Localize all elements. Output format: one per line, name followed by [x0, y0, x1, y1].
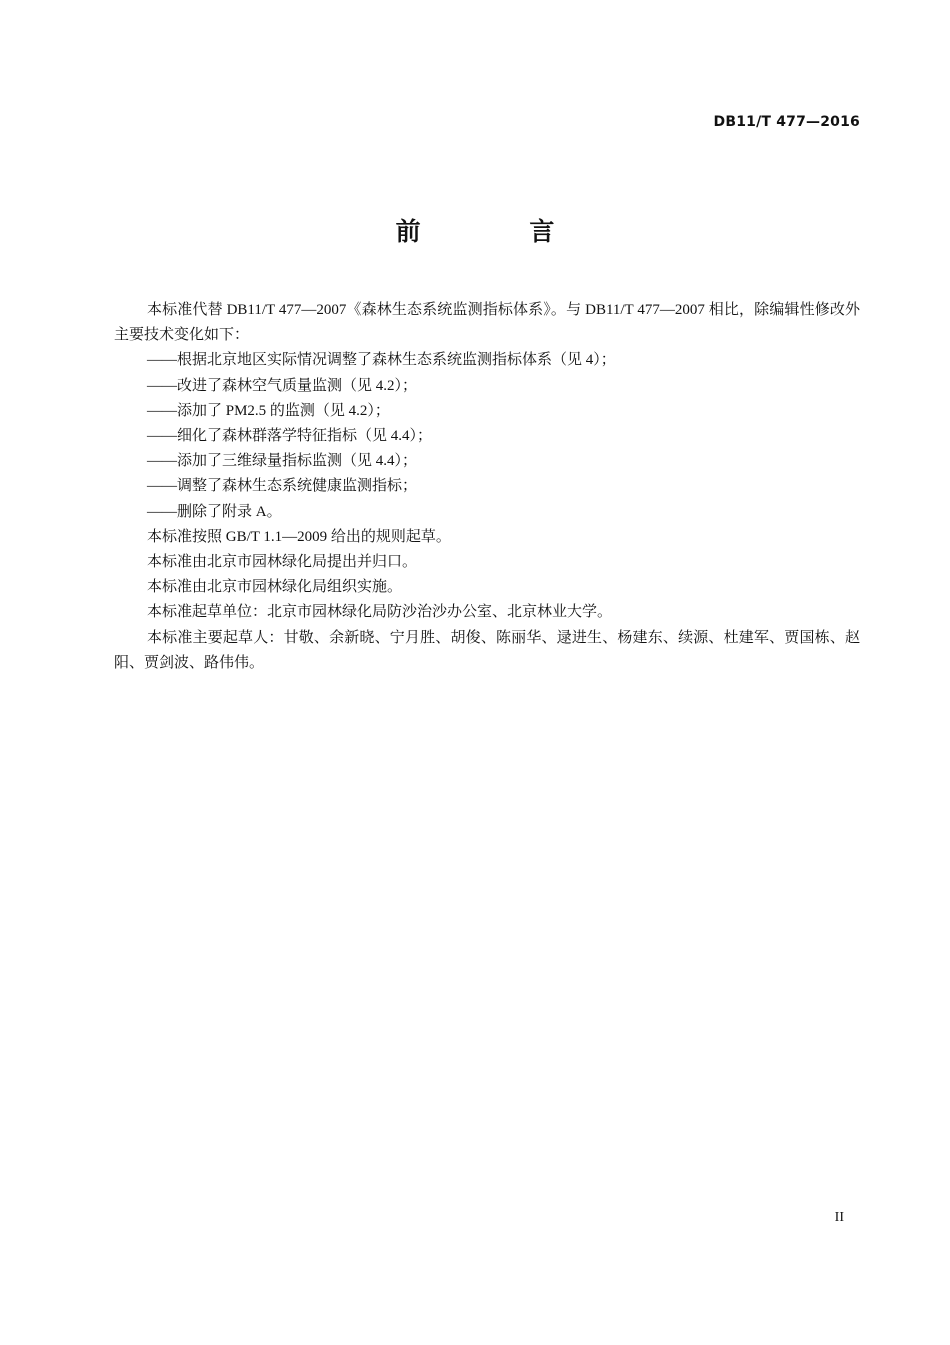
- paragraph-change-7: ——删除了附录 A。: [147, 503, 282, 520]
- paragraph-replacement: 本标准代替 DB11/T 477—2007《森林生态系统监测指标体系》。与 DB11/T 477—2007 相比，除编辑性修改外主要技术变化如下：: [114, 302, 860, 344]
- paragraph-drafting-rules: 本标准按照 GB/T 1.1—2009 给出的规则起草。: [147, 528, 451, 545]
- paragraph-implemented-by: 本标准由北京市园林绿化局组织实施。: [147, 579, 403, 596]
- paragraph-change-3: ——添加了 PM2.5 的监测（见 4.2）；: [147, 402, 390, 419]
- paragraph-change-2: ——改进了森林空气质量监测（见 4.2）；: [147, 377, 418, 394]
- standard-code-header: DB11/T 477—2016: [713, 114, 860, 130]
- paragraph-proposed-by: 本标准由北京市园林绿化局提出并归口。: [147, 554, 418, 571]
- paragraph-change-4: ——细化了森林群落学特征指标（见 4.4）；: [147, 428, 433, 445]
- paragraph-change-5: ——添加了三维绿量指标监测（见 4.4）；: [147, 453, 418, 470]
- page-number: II: [834, 1210, 844, 1225]
- paragraph-drafting-units: 本标准起草单位：北京市园林绿化局防沙治沙办公室、北京林业大学。: [147, 604, 613, 621]
- paragraph-drafters: 本标准主要起草人：甘敬、余新晓、宁月胜、胡俊、陈丽华、逯进生、杨建东、续源、杜建军、贾国栋、赵阳、贾剑波、路伟伟。: [114, 629, 860, 671]
- page-title: 前 言: [395, 217, 605, 246]
- paragraph-change-6: ——调整了森林生态系统健康监测指标；: [147, 478, 418, 495]
- paragraph-change-1: ——根据北京地区实际情况调整了森林生态系统监测指标体系（见 4）；: [147, 352, 616, 369]
- foreword-body: [114, 298, 860, 676]
